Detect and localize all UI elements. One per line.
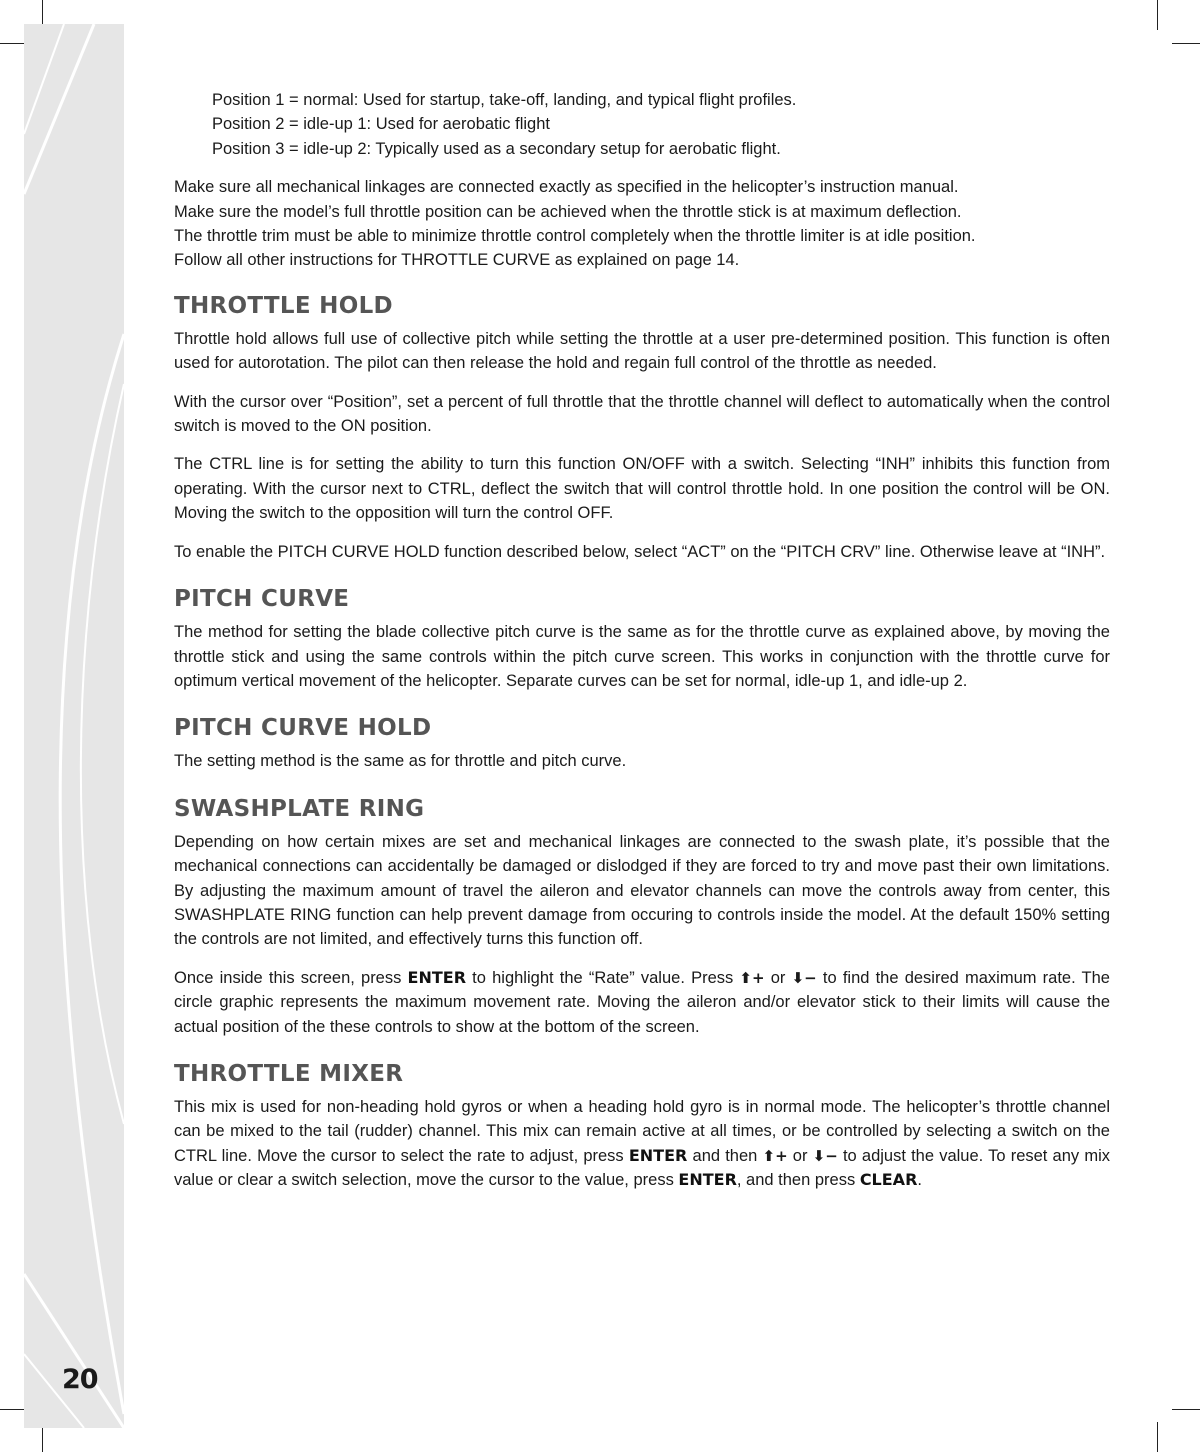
margin-decoration <box>24 24 124 1428</box>
throttle-hold-paragraph: The CTRL line is for setting the ability to turn this function ON/OFF with a switch. Selecting “INH” inhibits this function from operating. With the cursor next to CTRL, deflect the switch that will control throttle hold. In one position the control will be ON. Moving the switch to the opposition will turn the control OFF. <box>174 455 1110 523</box>
crop-mark <box>1157 1422 1158 1452</box>
throttle-hold-paragraph: Throttle hold allows full use of collective pitch while setting the throttle at a user pre-determined position. This function is often used for autorotation. The pilot can then release the hold and regain full control of the throttle as needed. <box>174 329 1110 373</box>
enter-key-label: ENTER <box>678 1170 737 1190</box>
crop-mark <box>0 1409 26 1410</box>
switch-position-list <box>174 88 1110 161</box>
swashplate-ring-heading: SWASHPLATE RING <box>174 795 425 822</box>
down-minus-icon: ⬇− <box>791 968 817 987</box>
text-run: to adjust the value. To reset any mix value or clear a switch selection, move the cursor to the value, press <box>174 1146 1110 1190</box>
clear-key-label: CLEAR <box>859 1170 918 1190</box>
position-3-text: Position 3 = idle-up 2: Typically used as a secondary setup for aerobatic flight. <box>212 139 781 158</box>
pitch-curve-hold-paragraph: The setting method is the same as for throttle and pitch curve. <box>174 752 627 771</box>
text-run: , and then press <box>736 1171 860 1190</box>
text-run: and then <box>687 1146 763 1165</box>
crop-mark <box>1172 1409 1200 1410</box>
crop-mark <box>0 43 26 44</box>
throttle-mixer-paragraph <box>174 1095 1110 1193</box>
pitch-curve-paragraph: The method for setting the blade collective pitch curve is the same as for the throttle curve as explained above, by moving the throttle stick and using the same controls within the pitch curve screen. This works in conjunction with the throttle curve for optimum vertical movement of the helicopter. Separate curves can be set for normal, idle-up 1, and idle-up 2. <box>174 623 1110 690</box>
throttle-hold-paragraph: With the cursor over “Position”, set a percent of full throttle that the throttle channel will deflect to automatically when the control switch is moved to the ON position. <box>174 392 1110 436</box>
swoosh-graphic <box>24 24 124 1428</box>
setup-note: Follow all other instructions for THROTTLE CURVE as explained on page 14. <box>174 251 740 270</box>
swashplate-ring-paragraph: Depending on how certain mixes are set and mechanical linkages are connected to the swash plate, it’s possible that the mechanical connections can accidentally be damaged or dislodged if they are forced to try and move past their own limitations. By adjusting the maximum amount of travel the aileron and elevator channels can move the controls away from center, this SWASHPLATE RING function can help prevent damage from occuring to controls inside the model. At the default 150% setting the controls are not limited, and effectively turns this function off. <box>174 832 1110 949</box>
pitch-curve-heading: PITCH CURVE <box>174 586 350 613</box>
text-run: This mix is used for non-heading hold gyros or when a heading hold gyro is in normal mode. The helicopter’s throttle channel can be mixed to the tail (rudder) channel. This mix can remain active at all times, or be controlled by selecting a switch on the CTRL line. Move the cursor to select the rate to adjust, press <box>174 1097 1110 1165</box>
page-number: 20 <box>62 1364 98 1395</box>
position-1-text: Position 1 = normal: Used for startup, take-off, landing, and typical flight profiles. <box>212 91 797 109</box>
text-run: or <box>764 968 792 987</box>
crop-mark <box>1157 0 1158 30</box>
throttle-hold-heading: THROTTLE HOLD <box>174 292 393 319</box>
up-plus-icon: ⬆+ <box>739 968 765 987</box>
setup-note: Make sure the model’s full throttle position can be achieved when the throttle stick is at maximum deflection. <box>174 202 962 221</box>
setup-note: The throttle trim must be able to minimize throttle control completely when the throttle limiter is at idle position. <box>174 227 976 246</box>
enter-key-label: ENTER <box>628 1145 688 1165</box>
throttle-mixer-heading: THROTTLE MIXER <box>174 1060 404 1087</box>
setup-note: Make sure all mechanical linkages are connected exactly as specified in the helicopter’s instruction manual. <box>174 178 959 197</box>
text-run: to find the desired maximum rate. The circle graphic represents the maximum movement rate. Moving the aileron and/or elevator stick to their limits will cause the actual position of the these controls to show at the bottom of the screen. <box>174 968 1110 1036</box>
text-run: Once inside this screen, press <box>174 968 408 987</box>
pitch-curve-hold-heading: PITCH CURVE HOLD <box>174 715 432 742</box>
text-run: . <box>917 1171 922 1190</box>
throttle-hold-paragraph: To enable the PITCH CURVE HOLD function described below, select “ACT” on the “PITCH CRV” line. Otherwise leave at “INH”. <box>174 542 1106 561</box>
text-run: to highlight the “Rate” value. Press <box>466 968 740 987</box>
down-minus-icon: ⬇− <box>812 1146 838 1165</box>
up-plus-icon: ⬆+ <box>762 1146 788 1165</box>
page-content <box>174 88 1110 1193</box>
swashplate-ring-paragraph <box>174 966 1110 1039</box>
crop-mark <box>1172 43 1200 44</box>
setup-notes <box>174 175 1110 273</box>
position-2-text: Position 2 = idle-up 1: Used for aerobatic flight <box>212 115 550 134</box>
enter-key-label: ENTER <box>407 967 467 987</box>
text-run: or <box>787 1146 813 1165</box>
